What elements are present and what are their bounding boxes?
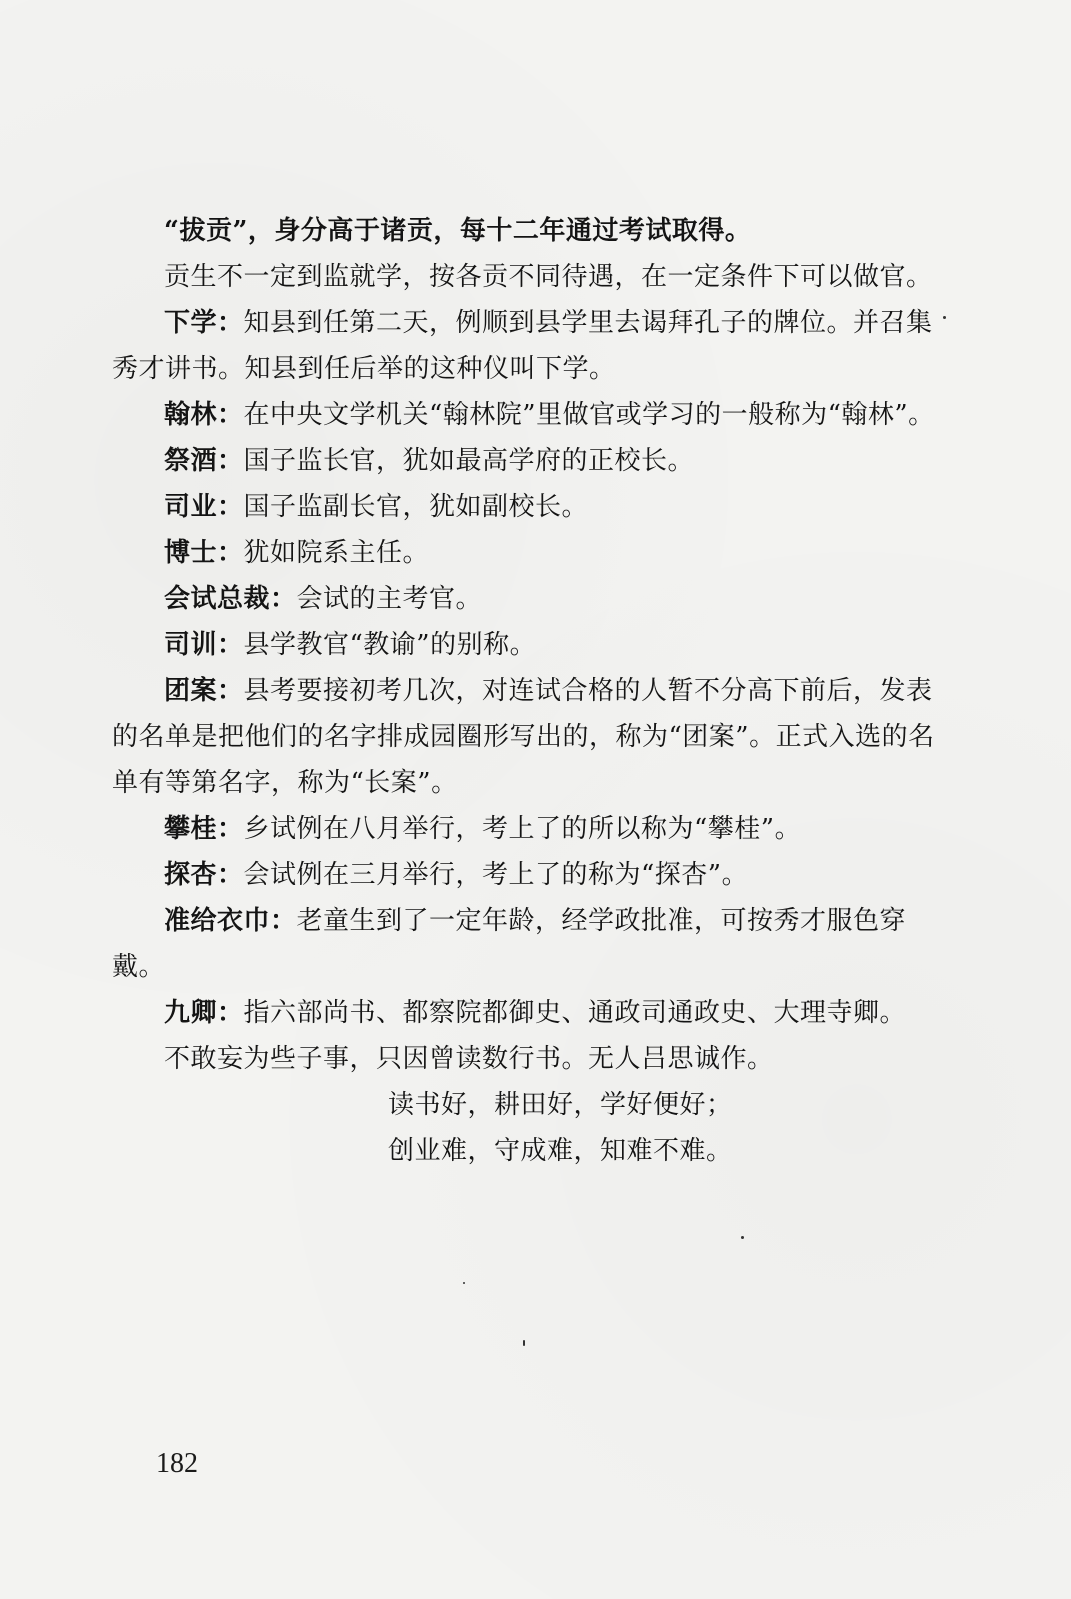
entry-bagong [112,208,942,254]
quote-line: 不敢妄为些子事，只因曾读数行书。无人吕思诚作。 [164,1044,774,1074]
entry-term: 司业： [164,492,244,522]
entry-term: 团案： [164,676,244,706]
entry-text: 县考要接初考几次，对连试合格的人暂不分高下前后，发表的名单是把他们的名字排成园圈形写出的，称为“团案”。正式入选的名单有等第名字，称为“长案”。 [112,676,935,798]
scan-speck [523,1340,525,1346]
entry-term: 攀桂： [164,814,244,844]
entry-jiuqing [112,990,942,1036]
entry-text: 会试例在三月举行，考上了的称为“探杏”。 [243,860,749,890]
entry-text: 乡试例在八月举行，考上了的所以称为“攀桂”。 [243,814,802,844]
entry-huishi-zongcai [112,576,942,622]
entry-gongsheng [112,254,942,300]
couplet-line-2: 创业难，守成难，知难不难。 [388,1136,733,1166]
entry-boshi [112,530,942,576]
entry-term: 准给衣巾： [164,906,297,936]
entry-text: 国子监长官，犹如最高学府的正校长。 [243,446,695,476]
entry-text: 县学教官“教谕”的别称。 [243,630,537,660]
entry-term: 下学： [164,308,244,338]
entry-text: 知县到任第二天，例顺到县学里去谒拜孔子的牌位。并召集秀才讲书。知县到任后举的这种仪叫下学。 [112,308,933,384]
entry-term: 九卿： [164,998,244,1028]
entry-text: 犹如院系主任。 [243,538,430,568]
entry-text: 在中央文学机关“翰林院”里做官或学习的一般称为“翰林”。 [243,400,935,430]
entry-tuanan [112,668,942,806]
couplet-line-1: 读书好，耕田好，学好便好； [388,1090,733,1120]
entry-term: 司训： [164,630,244,660]
entry-sixun [112,622,942,668]
entry-term: 博士： [164,538,244,568]
page-body [112,208,942,1174]
entry-term: 会试总裁： [164,584,297,614]
page-number: 182 [156,1448,198,1479]
scan-speck [741,1236,744,1239]
entry-tanxing [112,852,942,898]
entry-text: 贡生不一定到监就学，按各贡不同待遇，在一定条件下可以做官。 [164,262,933,292]
entry-jijiu [112,438,942,484]
entry-zhungei-yijin [112,898,942,990]
entry-hanlin [112,392,942,438]
entry-term: 翰林： [164,400,244,430]
entry-text: “拔贡”，身分高于诸贡，每十二年通过考试取得。 [164,216,752,246]
scan-speck [463,1282,465,1284]
entry-text: 国子监副长官，犹如副校长。 [243,492,589,522]
entry-text: 会试的主考官。 [296,584,483,614]
entry-text: 老童生到了一定年龄，经学政批准，可按秀才服色穿戴。 [112,906,907,982]
entry-term: 探杏： [164,860,244,890]
entry-text: 指六部尚书、都察院都御史、通政司通政史、大理寺卿。 [243,998,907,1028]
entry-pangui [112,806,942,852]
entry-xiaxue [112,300,942,392]
entry-term: 祭酒： [164,446,244,476]
entry-siye [112,484,942,530]
scan-speck [943,316,946,319]
